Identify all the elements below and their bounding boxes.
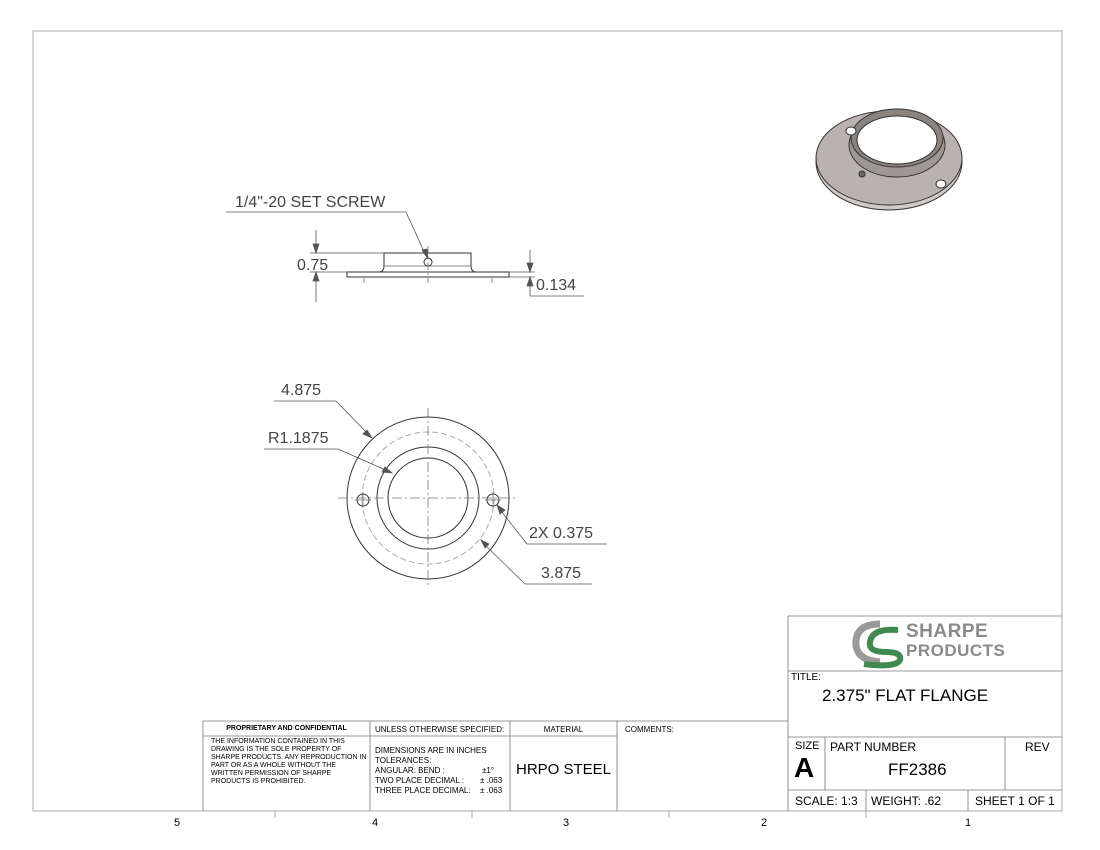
set-screw-callout: 1/4"-20 SET SCREW (235, 194, 386, 211)
iso-bore (857, 116, 937, 164)
scale-field: SCALE: 1:3 (795, 794, 858, 808)
zone-label-2: 2 (761, 817, 768, 829)
rev-label: REV (1025, 740, 1050, 754)
zone-label-4: 4 (372, 817, 379, 829)
comments-header: COMMENTS: (625, 725, 674, 734)
three-place-label: THREE PLACE DECIMAL: (375, 786, 471, 795)
material-header: MATERIAL (543, 725, 584, 734)
drawing-title: 2.375" FLAT FLANGE (822, 686, 989, 705)
height-dimension: 0.75 (297, 257, 329, 274)
logo-line-1: SHARPE (906, 621, 989, 642)
side-dimensions (226, 212, 584, 302)
part-number-value: FF2386 (888, 760, 947, 779)
part-number-label: PART NUMBER (830, 740, 917, 754)
three-place-value: ± .063 (480, 786, 503, 795)
side-view (347, 246, 509, 283)
zone-label-5: 5 (174, 817, 181, 829)
zone-label-1: 1 (965, 817, 972, 829)
angular-value: ±1° (482, 766, 495, 775)
thickness-dimension: 0.134 (536, 277, 577, 294)
bolt-circle-dimension: 3.875 (541, 565, 582, 582)
dims-line: DIMENSIONS ARE IN INCHES (375, 746, 487, 755)
logo-line-2: PRODUCTS (906, 641, 1006, 660)
tolerances-line: TOLERANCES: (375, 756, 432, 765)
unless-header: UNLESS OTHERWISE SPECIFIED: (375, 725, 505, 734)
hole-callout-dimension: 2X 0.375 (529, 525, 594, 542)
inner-radius-dimension: R1.1875 (268, 430, 329, 447)
angular-label: ANGULAR: BEND : (375, 766, 445, 775)
zone-ticks (275, 811, 866, 818)
proprietary-header: PROPRIETARY AND CONFIDENTIAL (226, 725, 347, 732)
top-dimensions (264, 401, 607, 584)
logo-mark (856, 624, 900, 665)
two-place-value: ± .063 (480, 776, 503, 785)
weight-field: WEIGHT: .62 (871, 794, 942, 808)
size-label: SIZE (795, 740, 820, 752)
sheet-field: SHEET 1 OF 1 (975, 794, 1055, 808)
outer-diameter-dimension: 4.875 (281, 382, 322, 399)
isometric-view (816, 109, 962, 210)
iso-hole-right (936, 180, 946, 188)
zone-label-3: 3 (563, 817, 570, 829)
material-value: HRPO STEEL (515, 761, 612, 778)
logo-text (906, 622, 1005, 659)
iso-set-screw (859, 171, 865, 177)
size-value: A (794, 752, 815, 783)
proprietary-text: THE INFORMATION CONTAINED IN THIS DRAWING IS THE SOLE PROPERTY OF SHARPE PRODUCTS. ANY REPRODUCTION IN PART OR AS A WHOLE WITHOUT THE WRITTEN PERMISSION OF SHARPE PRODUCTS IS PROHIBITED. (211, 738, 367, 785)
two-place-label: TWO PLACE DECIMAL : (375, 776, 465, 785)
title-label: TITLE: (791, 672, 822, 683)
iso-hole-left (846, 127, 856, 135)
